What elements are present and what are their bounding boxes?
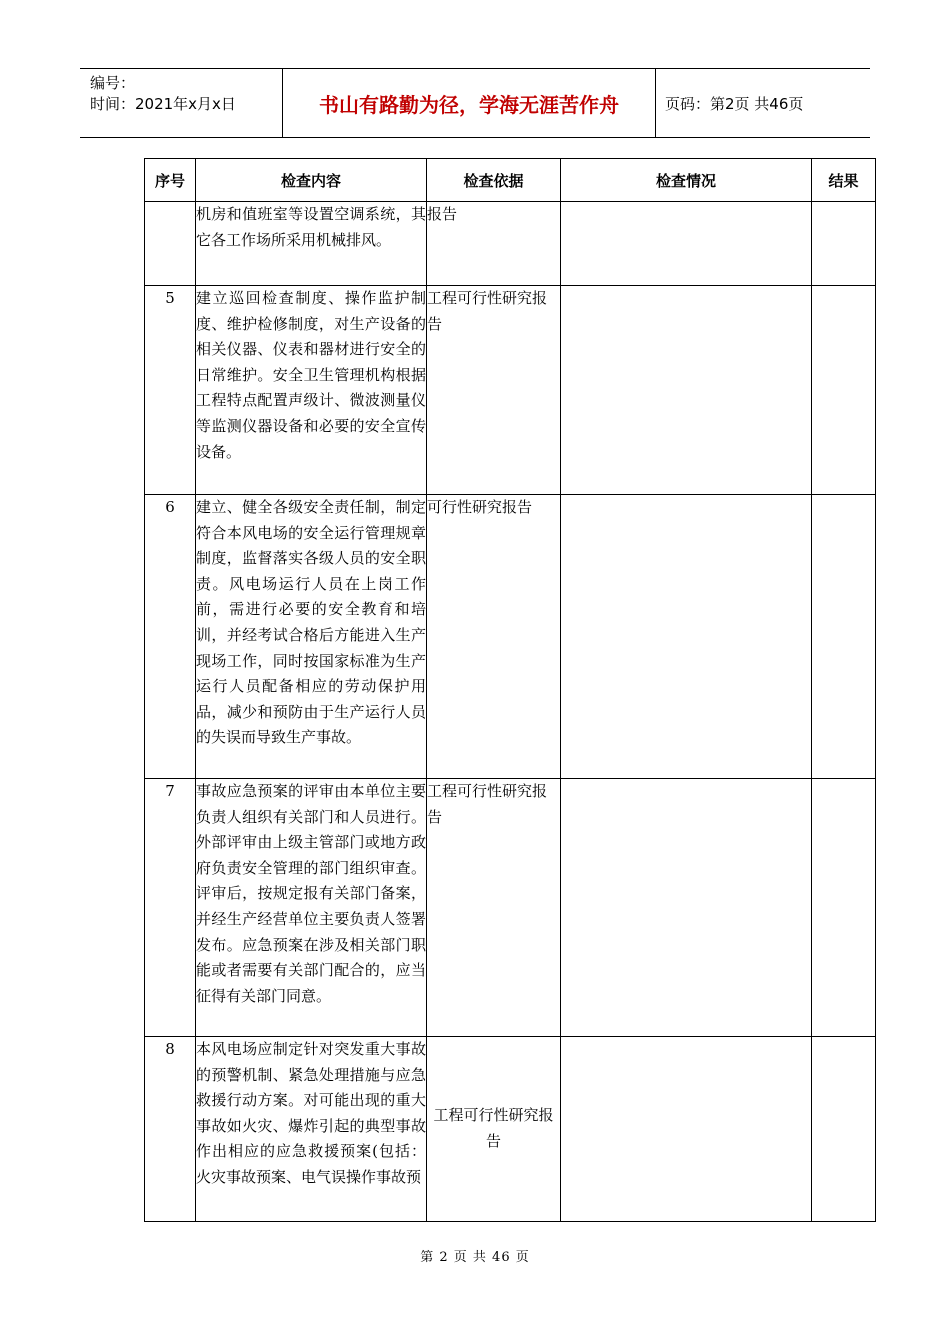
- table-header-row: [145, 159, 876, 202]
- row-result: [812, 286, 876, 495]
- table-row: [145, 202, 876, 286]
- row-basis: 报告: [427, 202, 561, 286]
- row-result: [812, 779, 876, 1037]
- header-motto: 书山有路勤为径，学海无涯苦作舟: [282, 69, 656, 137]
- table-row: [145, 779, 876, 1037]
- header-meta: [80, 69, 282, 137]
- row-status: [561, 495, 812, 779]
- column-header-content: 检查内容: [196, 159, 427, 202]
- page-header: [80, 68, 870, 138]
- header-page-label: 页码：第2页 共46页: [665, 94, 804, 113]
- row-status: [561, 202, 812, 286]
- column-header-status: 检查情况: [561, 159, 812, 202]
- row-result: [812, 1037, 876, 1222]
- row-number: 5: [145, 286, 196, 495]
- row-status: [561, 779, 812, 1037]
- page-footer: 第 2 页 共 46 页: [420, 1250, 530, 1265]
- row-content: 建立、健全各级安全责任制，制定符合本风电场的安全运行管理规章制度，监督落实各级人员的安全职责。风电场运行人员在上岗工作前，需进行必要的安全教育和培训，并经考试合格后方能进入生产现场工作，同时按国家标准为生产运行人员配备相应的劳动保护用品，减少和预防由于生产运行人员的失误而导致生产事故。: [196, 495, 427, 779]
- column-header-number: 序号: [145, 159, 196, 202]
- row-status: [561, 1037, 812, 1222]
- document-date-label: 时间：2021年x月x日: [90, 95, 236, 113]
- row-content: 事故应急预案的评审由本单位主要负责人组织有关部门和人员进行。外部评审由上级主管部门或地方政府负责安全管理的部门组织审查。评审后，按规定报有关部门备案，并经生产经营单位主要负责人签署发布。应急预案在涉及相关部门职能或者需要有关部门配合的，应当征得有关部门同意。: [196, 779, 427, 1037]
- row-number: [145, 202, 196, 286]
- row-number: 6: [145, 495, 196, 779]
- row-content: 本风电场应制定针对突发重大事故的预警机制、紧急处理措施与应急救援行动方案。对可能出现的重大事故如火灾、爆炸引起的典型事故作出相应的应急救援预案(包括：火灾事故预案、电气误操作事故预: [196, 1037, 427, 1222]
- row-basis: 工程可行性研究报告: [427, 286, 561, 495]
- row-result: [812, 202, 876, 286]
- table-row: [145, 495, 876, 779]
- table-row: [145, 1037, 876, 1222]
- inspection-table: [144, 158, 876, 1222]
- row-result: [812, 495, 876, 779]
- row-content: 建立巡回检查制度、操作监护制度、维护检修制度，对生产设备的相关仪器、仪表和器材进行安全的日常维护。安全卫生管理机构根据工程特点配置声级计、微波测量仪等监测仪器设备和必要的安全宣传设备。: [196, 286, 427, 495]
- column-header-result: 结果: [812, 159, 876, 202]
- row-basis: 可行性研究报告: [427, 495, 561, 779]
- row-number: 8: [145, 1037, 196, 1222]
- row-status: [561, 286, 812, 495]
- table-row: [145, 286, 876, 495]
- column-header-basis: 检查依据: [427, 159, 561, 202]
- row-content: 机房和值班室等设置空调系统，其它各工作场所采用机械排风。: [196, 202, 427, 286]
- row-basis: 工程可行性研究报告: [427, 779, 561, 1037]
- document-number-label: 编号：: [90, 74, 136, 92]
- row-basis: 工程可行性研究报告: [427, 1037, 561, 1222]
- row-number: 7: [145, 779, 196, 1037]
